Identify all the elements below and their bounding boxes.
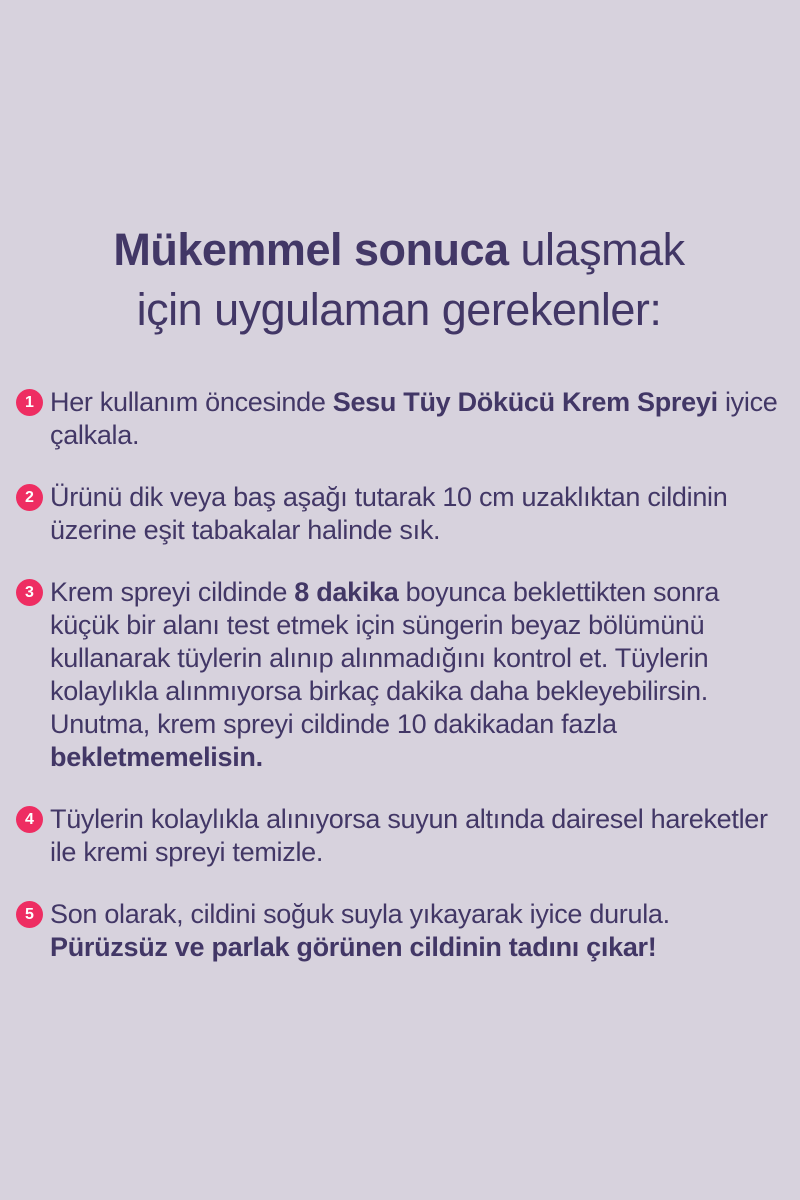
emphasis-text: Pürüzsüz ve parlak görünen cildinin tadını çıkar! (50, 932, 657, 962)
body-text: Tüylerin kolaylıkla alınıyorsa suyun altında dairesel hareketler ile kremi spreyi temizle. (50, 804, 768, 867)
step-number-badge: 2 (16, 484, 43, 511)
step-number-badge: 3 (16, 579, 43, 606)
step-item (16, 898, 782, 964)
body-text: Ürünü dik veya baş aşağı tutarak 10 cm uzaklıktan cildinin üzerine eşit tabakalar halinde sık. (50, 482, 728, 545)
step-item (16, 803, 782, 869)
emphasis-text: bekletmemelisin. (50, 742, 263, 772)
step-text (50, 898, 670, 964)
step-item (16, 386, 782, 452)
step-text (50, 481, 782, 547)
step-item (16, 576, 782, 774)
step-text (50, 576, 782, 774)
step-item (16, 481, 782, 547)
body-text: boyunca beklettikten sonra küçük bir alanı test etmek için süngerin beyaz bölümünü kullanarak tüylerin alınıp alınmadığını kontrol et. Tüylerin kolaylıkla alınmıyorsa birkaç dakika daha bekleyebilirsin. Unutma, krem spreyi cildinde 10 dakikadan fazla (50, 577, 720, 739)
step-number-badge: 1 (16, 389, 43, 416)
emphasis-text: 8 dakika (294, 577, 399, 607)
page-title (16, 220, 782, 340)
step-text (50, 803, 782, 869)
body-text: Krem spreyi cildinde (50, 577, 295, 607)
step-number-badge: 4 (16, 806, 43, 833)
body-text: Her kullanım öncesinde (50, 387, 333, 417)
steps-list (16, 386, 782, 964)
emphasis-text: Mükemmel sonuca (113, 224, 509, 275)
step-text (50, 386, 782, 452)
step-number-badge: 5 (16, 901, 43, 928)
body-text: iyice çalkala. (50, 387, 778, 450)
body-text: için uygulaman gerekenler: (136, 284, 662, 335)
emphasis-text: Sesu Tüy Dökücü Krem Spreyi (332, 387, 718, 417)
body-text: ulaşmak (508, 224, 685, 275)
body-text: Son olarak, cildini soğuk suyla yıkayarak iyice durula. (50, 899, 670, 929)
